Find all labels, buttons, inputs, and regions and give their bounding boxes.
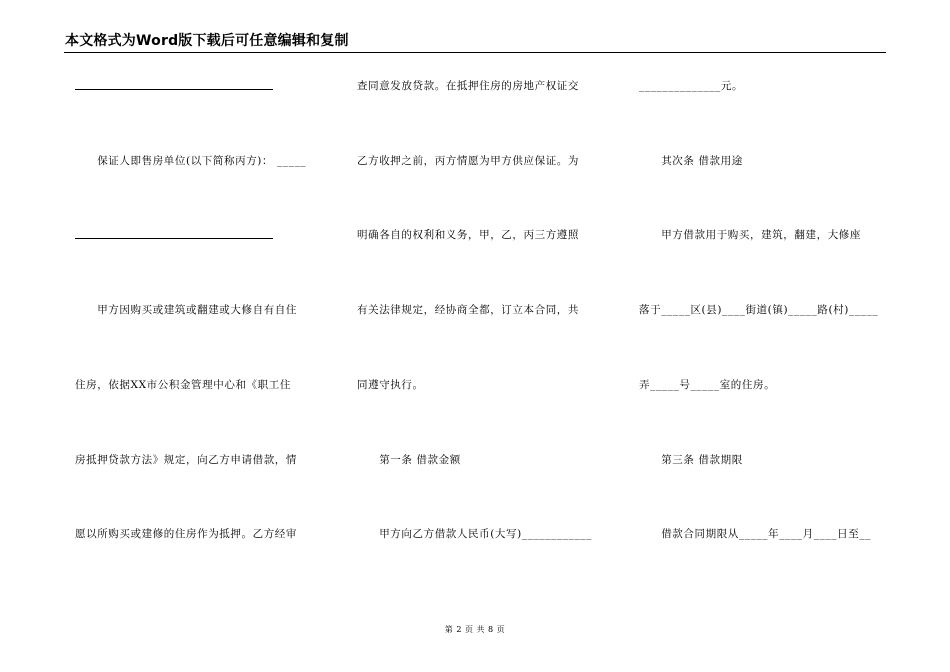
column-line: 第三条 借款期限 xyxy=(639,454,743,466)
document-header: 本文格式为Word版下载后可任意编辑和复制 xyxy=(65,33,349,49)
column-line: 有关法律规定，经协商全都，订立本合同，共 xyxy=(357,304,579,316)
column-line: ______________元。 xyxy=(639,80,744,92)
column-line: 住房，依据XX市公积金管理中心和《职工住 xyxy=(75,379,291,391)
column-line: 愿以所购买或建修的住房作为抵押。乙方经审 xyxy=(75,528,297,540)
column-line: 甲方向乙方借款人民币(大写)____________ xyxy=(357,528,592,540)
column-line: 明确各自的权利和义务，甲，乙，丙三方遵照 xyxy=(357,229,579,241)
column-line: 借款合同期限从_____年____月____日至__ xyxy=(639,528,872,540)
column-line: 甲方借款用于购买，建筑，翻建，大修座 xyxy=(639,229,861,241)
header-divider xyxy=(64,52,886,53)
blank-underline xyxy=(75,238,273,239)
column-line: 房抵押贷款方法》规定，向乙方申请借款，情 xyxy=(75,454,297,466)
column-line: 弄_____号_____室的住房。 xyxy=(639,379,776,391)
column-line: 乙方收押之前，丙方情愿为甲方供应保证。为 xyxy=(357,155,579,167)
column-line: 同遵守执行。 xyxy=(357,379,424,391)
column-line: 查同意发放贷款。在抵押住房的房地产权证交 xyxy=(357,80,579,92)
column-line: 甲方因购买或建筑或翻建或大修自有自住 xyxy=(75,304,297,316)
blank-underline xyxy=(75,89,273,90)
column-line: 落于_____区(县)____街道(镇)_____路(村)_____ xyxy=(639,304,879,316)
column-line: 第一条 借款金额 xyxy=(357,454,461,466)
page-number: 第 2 页 共 8 页 xyxy=(444,625,506,634)
column-line: 保证人即售房单位(以下简称丙方)： _____ xyxy=(75,155,307,167)
column-line: 其次条 借款用途 xyxy=(639,155,743,167)
